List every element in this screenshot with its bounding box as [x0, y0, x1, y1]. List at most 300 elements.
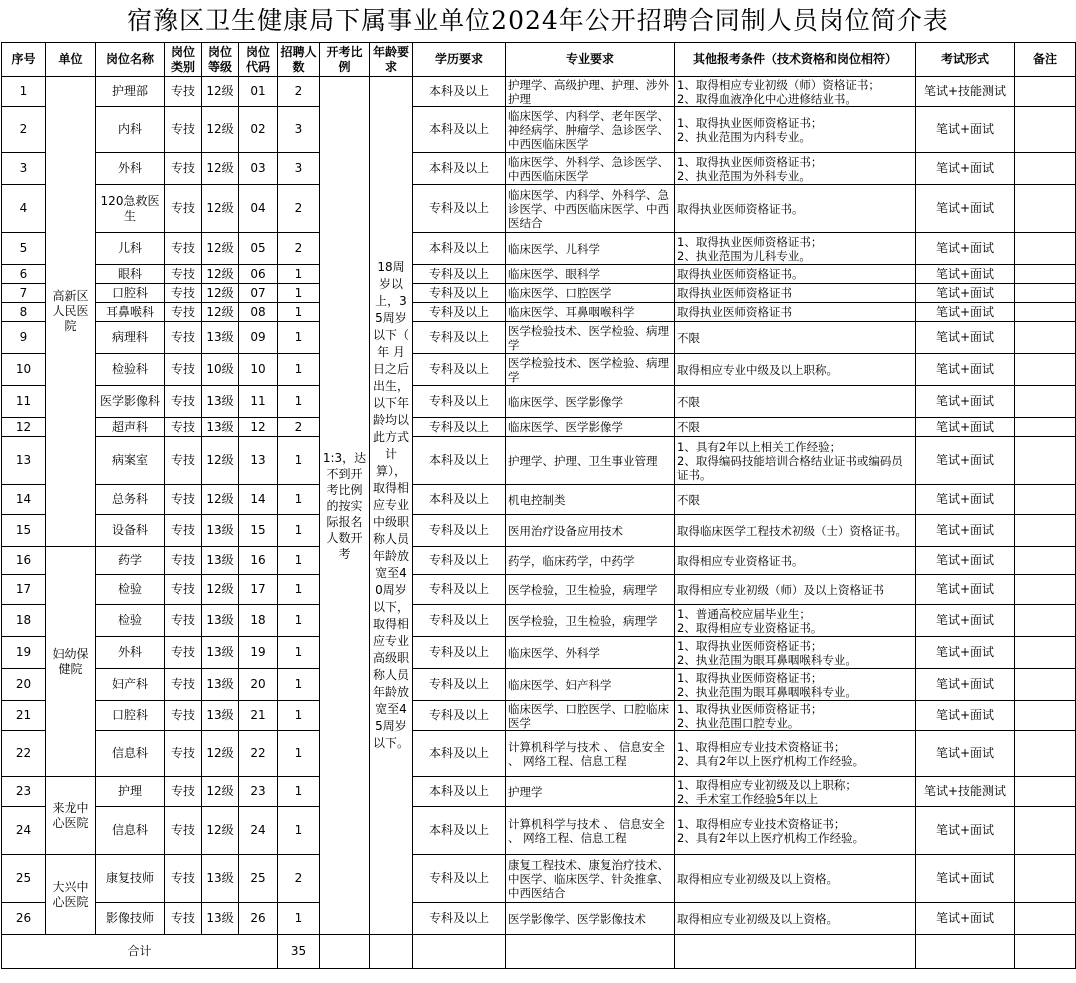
cell-age: 18周岁以上，35周岁以下（ 年 月 日之后出生，以下年龄均以此方式计算），取得相应专业中级职称人员年龄放宽至40周岁以下，取得相应专业高级职称人员年龄放宽至45周岁以下。 [370, 77, 413, 935]
cell-other: 取得相应专业初级及以上资格。 [675, 855, 916, 903]
table-row [2, 303, 1076, 322]
total-empty-cell [675, 935, 916, 969]
cell-post-type: 专技 [165, 485, 202, 515]
cell-post-code: 13 [239, 437, 278, 485]
cell-post-name: 妇产科 [96, 669, 165, 701]
cell-hire-count: 1 [278, 605, 320, 637]
cell-seq: 15 [2, 515, 46, 547]
cell-other: 取得临床医学工程技术初级（士）资格证书。 [675, 515, 916, 547]
cell-seq: 20 [2, 669, 46, 701]
cell-unit: 来龙中心医院 [46, 777, 96, 855]
cell-remark [1015, 515, 1076, 547]
cell-other: 1、取得相应专业初级（师）资格证书； 2、取得血液净化中心进修结业书。 [675, 77, 916, 107]
cell-post-level: 12级 [202, 575, 239, 605]
cell-remark [1015, 855, 1076, 903]
cell-remark [1015, 303, 1076, 322]
cell-seq: 9 [2, 322, 46, 354]
cell-post-name: 口腔科 [96, 284, 165, 303]
cell-post-level: 13级 [202, 637, 239, 669]
cell-post-name: 耳鼻喉科 [96, 303, 165, 322]
table-row [2, 669, 1076, 701]
cell-other: 取得执业医师资格证书 [675, 303, 916, 322]
cell-education: 本科及以上 [413, 437, 506, 485]
cell-post-code: 07 [239, 284, 278, 303]
cell-post-name: 护理部 [96, 77, 165, 107]
cell-major: 医学影像学、医学影像技术 [506, 903, 675, 935]
cell-remark [1015, 386, 1076, 418]
cell-other: 不限 [675, 322, 916, 354]
cell-exam: 笔试+面试 [916, 107, 1015, 153]
cell-major: 临床医学、儿科学 [506, 233, 675, 265]
cell-post-level: 12级 [202, 437, 239, 485]
cell-post-name: 信息科 [96, 731, 165, 777]
cell-education: 专科及以上 [413, 575, 506, 605]
header-row [2, 43, 1076, 77]
cell-hire-count: 1 [278, 354, 320, 386]
cell-other: 取得执业医师资格证书。 [675, 185, 916, 233]
cell-post-name: 设备科 [96, 515, 165, 547]
cell-education: 专科及以上 [413, 637, 506, 669]
total-count: 35 [278, 935, 320, 969]
cell-remark [1015, 637, 1076, 669]
cell-other: 1、具有2年以上相关工作经验； 2、取得编码技能培训合格结业证书或编码员证书。 [675, 437, 916, 485]
cell-exam: 笔试+面试 [916, 485, 1015, 515]
cell-post-type: 专技 [165, 265, 202, 284]
cell-hire-count: 2 [278, 77, 320, 107]
cell-post-level: 12级 [202, 807, 239, 855]
cell-other: 不限 [675, 418, 916, 437]
cell-post-code: 03 [239, 153, 278, 185]
cell-remark [1015, 284, 1076, 303]
cell-post-level: 12级 [202, 777, 239, 807]
cell-remark [1015, 265, 1076, 284]
cell-hire-count: 1 [278, 386, 320, 418]
cell-post-level: 12级 [202, 233, 239, 265]
cell-education: 本科及以上 [413, 777, 506, 807]
cell-seq: 18 [2, 605, 46, 637]
cell-remark [1015, 575, 1076, 605]
cell-post-code: 10 [239, 354, 278, 386]
cell-post-type: 专技 [165, 354, 202, 386]
cell-other: 取得相应专业中级及以上职称。 [675, 354, 916, 386]
cell-education: 专科及以上 [413, 605, 506, 637]
header-hire-count: 招聘人数 [278, 43, 320, 77]
cell-post-type: 专技 [165, 903, 202, 935]
cell-post-name: 检验科 [96, 354, 165, 386]
cell-major: 临床医学、耳鼻咽喉科学 [506, 303, 675, 322]
cell-post-code: 21 [239, 701, 278, 731]
cell-remark [1015, 485, 1076, 515]
cell-post-code: 02 [239, 107, 278, 153]
cell-seq: 19 [2, 637, 46, 669]
page-title: 宿豫区卫生健康局下属事业单位2024年公开招聘合同制人员岗位简介表 [127, 6, 949, 35]
cell-seq: 22 [2, 731, 46, 777]
cell-remark [1015, 731, 1076, 777]
cell-post-type: 专技 [165, 185, 202, 233]
cell-hire-count: 1 [278, 903, 320, 935]
total-row [2, 935, 1076, 969]
cell-other: 1、取得相应专业初级及以上职称； 2、手术室工作经验5年以上 [675, 777, 916, 807]
cell-post-type: 专技 [165, 437, 202, 485]
cell-seq: 8 [2, 303, 46, 322]
cell-other: 1、普通高校应届毕业生； 2、取得相应专业资格证书。 [675, 605, 916, 637]
cell-hire-count: 2 [278, 233, 320, 265]
cell-major: 医学检验，卫生检验，病理学 [506, 605, 675, 637]
cell-post-code: 09 [239, 322, 278, 354]
cell-post-code: 15 [239, 515, 278, 547]
cell-post-level: 13级 [202, 903, 239, 935]
cell-post-code: 14 [239, 485, 278, 515]
cell-exam: 笔试+面试 [916, 575, 1015, 605]
total-empty-cell [1015, 935, 1076, 969]
cell-remark [1015, 77, 1076, 107]
cell-post-type: 专技 [165, 731, 202, 777]
header-other: 其他报考条件（技术资格和岗位相符） [675, 43, 916, 77]
cell-hire-count: 1 [278, 485, 320, 515]
cell-remark [1015, 437, 1076, 485]
cell-post-type: 专技 [165, 233, 202, 265]
cell-post-level: 12级 [202, 303, 239, 322]
cell-education: 专科及以上 [413, 547, 506, 575]
cell-exam: 笔试+面试 [916, 233, 1015, 265]
cell-post-name: 检验 [96, 605, 165, 637]
cell-exam: 笔试+面试 [916, 303, 1015, 322]
cell-major: 临床医学、妇产科学 [506, 669, 675, 701]
cell-other: 取得执业医师资格证书。 [675, 265, 916, 284]
cell-exam: 笔试+面试 [916, 185, 1015, 233]
cell-post-code: 06 [239, 265, 278, 284]
cell-remark [1015, 185, 1076, 233]
cell-other: 1、取得执业医师资格证书； 2、执业范围为眼耳鼻咽喉科专业。 [675, 669, 916, 701]
cell-education: 专科及以上 [413, 515, 506, 547]
cell-post-name: 眼科 [96, 265, 165, 284]
cell-education: 本科及以上 [413, 153, 506, 185]
cell-post-name: 信息科 [96, 807, 165, 855]
cell-other: 取得相应专业初级及以上资格。 [675, 903, 916, 935]
cell-major: 临床医学、口腔医学、口腔临床医学 [506, 701, 675, 731]
header-unit: 单位 [46, 43, 96, 77]
cell-education: 本科及以上 [413, 233, 506, 265]
cell-seq: 23 [2, 777, 46, 807]
cell-exam: 笔试+技能测试 [916, 77, 1015, 107]
cell-post-level: 13级 [202, 547, 239, 575]
header-seq: 序号 [2, 43, 46, 77]
cell-major: 医学检验，卫生检验，病理学 [506, 575, 675, 605]
cell-education: 本科及以上 [413, 107, 506, 153]
cell-major: 护理学、高级护理、护理、涉外护理 [506, 77, 675, 107]
cell-post-code: 08 [239, 303, 278, 322]
cell-post-code: 05 [239, 233, 278, 265]
cell-post-type: 专技 [165, 515, 202, 547]
table-row [2, 284, 1076, 303]
cell-exam: 笔试+面试 [916, 354, 1015, 386]
table-row [2, 855, 1076, 903]
cell-post-type: 专技 [165, 637, 202, 669]
cell-post-code: 22 [239, 731, 278, 777]
cell-education: 专科及以上 [413, 669, 506, 701]
cell-post-type: 专技 [165, 605, 202, 637]
cell-other: 1、取得执业医师资格证书； 2、执业范围为外科专业。 [675, 153, 916, 185]
cell-post-name: 护理 [96, 777, 165, 807]
header-ratio: 开考比例 [320, 43, 370, 77]
cell-exam: 笔试+面试 [916, 515, 1015, 547]
cell-seq: 3 [2, 153, 46, 185]
table-row [2, 485, 1076, 515]
cell-other: 1、取得相应专业技术资格证书； 2、具有2年以上医疗机构工作经验。 [675, 807, 916, 855]
cell-major: 机电控制类 [506, 485, 675, 515]
cell-exam: 笔试+面试 [916, 547, 1015, 575]
cell-post-code: 12 [239, 418, 278, 437]
cell-post-level: 12级 [202, 265, 239, 284]
cell-post-level: 13级 [202, 515, 239, 547]
cell-seq: 11 [2, 386, 46, 418]
table-row [2, 354, 1076, 386]
cell-major: 临床医学、眼科学 [506, 265, 675, 284]
cell-hire-count: 3 [278, 153, 320, 185]
cell-hire-count: 1 [278, 547, 320, 575]
cell-major: 计算机科学与技术 、 信息安全 、 网络工程、信息工程 [506, 807, 675, 855]
cell-major: 临床医学、口腔医学 [506, 284, 675, 303]
cell-major: 护理学 [506, 777, 675, 807]
table-row [2, 77, 1076, 107]
cell-other: 不限 [675, 485, 916, 515]
cell-post-type: 专技 [165, 153, 202, 185]
cell-post-name: 医学影像科 [96, 386, 165, 418]
cell-seq: 24 [2, 807, 46, 855]
cell-major: 临床医学、医学影像学 [506, 386, 675, 418]
cell-hire-count: 2 [278, 418, 320, 437]
cell-remark [1015, 777, 1076, 807]
cell-exam: 笔试+面试 [916, 807, 1015, 855]
cell-post-level: 12级 [202, 731, 239, 777]
cell-major: 药学，临床药学，中药学 [506, 547, 675, 575]
cell-exam: 笔试+面试 [916, 322, 1015, 354]
cell-post-code: 23 [239, 777, 278, 807]
cell-post-level: 13级 [202, 701, 239, 731]
cell-other: 取得执业医师资格证书 [675, 284, 916, 303]
table-row [2, 107, 1076, 153]
cell-hire-count: 1 [278, 322, 320, 354]
table-row [2, 547, 1076, 575]
cell-post-name: 检验 [96, 575, 165, 605]
cell-unit: 大兴中心医院 [46, 855, 96, 935]
cell-post-type: 专技 [165, 807, 202, 855]
cell-seq: 21 [2, 701, 46, 731]
cell-post-code: 18 [239, 605, 278, 637]
cell-other: 不限 [675, 386, 916, 418]
table-row [2, 265, 1076, 284]
cell-post-level: 12级 [202, 107, 239, 153]
cell-remark [1015, 701, 1076, 731]
cell-remark [1015, 807, 1076, 855]
cell-exam: 笔试+面试 [916, 153, 1015, 185]
cell-exam: 笔试+面试 [916, 637, 1015, 669]
cell-post-level: 13级 [202, 322, 239, 354]
cell-exam: 笔试+面试 [916, 903, 1015, 935]
cell-exam: 笔试+面试 [916, 265, 1015, 284]
cell-seq: 13 [2, 437, 46, 485]
cell-major: 医用治疗设备应用技术 [506, 515, 675, 547]
cell-education: 专科及以上 [413, 265, 506, 284]
cell-post-level: 12级 [202, 185, 239, 233]
cell-exam: 笔试+面试 [916, 855, 1015, 903]
cell-post-name: 总务科 [96, 485, 165, 515]
cell-post-level: 12级 [202, 284, 239, 303]
cell-education: 专科及以上 [413, 284, 506, 303]
cell-post-name: 影像技师 [96, 903, 165, 935]
cell-education: 专科及以上 [413, 322, 506, 354]
cell-hire-count: 1 [278, 515, 320, 547]
cell-post-type: 专技 [165, 575, 202, 605]
cell-post-name: 病理科 [96, 322, 165, 354]
cell-hire-count: 1 [278, 701, 320, 731]
cell-post-level: 13级 [202, 418, 239, 437]
cell-major: 护理学、护理、卫生事业管理 [506, 437, 675, 485]
cell-post-level: 13级 [202, 669, 239, 701]
cell-post-code: 20 [239, 669, 278, 701]
cell-hire-count: 1 [278, 669, 320, 701]
cell-seq: 10 [2, 354, 46, 386]
cell-post-code: 16 [239, 547, 278, 575]
table-row [2, 731, 1076, 777]
cell-remark [1015, 903, 1076, 935]
cell-other: 1、取得执业医师资格证书； 2、执业范围为内科专业。 [675, 107, 916, 153]
cell-remark [1015, 418, 1076, 437]
table-row [2, 386, 1076, 418]
cell-post-type: 专技 [165, 322, 202, 354]
cell-ratio: 1:3，达不到开考比例的按实际报名人数开考 [320, 77, 370, 935]
table-row [2, 322, 1076, 354]
cell-hire-count: 1 [278, 575, 320, 605]
header-post-name: 岗位名称 [96, 43, 165, 77]
cell-seq: 26 [2, 903, 46, 935]
table-row [2, 185, 1076, 233]
cell-exam: 笔试+面试 [916, 386, 1015, 418]
cell-remark [1015, 669, 1076, 701]
cell-seq: 14 [2, 485, 46, 515]
cell-hire-count: 1 [278, 284, 320, 303]
header-remark: 备注 [1015, 43, 1076, 77]
table-row [2, 701, 1076, 731]
cell-other: 1、取得执业医师资格证书； 2、执业范围口腔专业。 [675, 701, 916, 731]
table-row [2, 418, 1076, 437]
cell-remark [1015, 107, 1076, 153]
cell-major: 计算机科学与技术 、 信息安全 、 网络工程、信息工程 [506, 731, 675, 777]
cell-remark [1015, 322, 1076, 354]
cell-education: 专科及以上 [413, 185, 506, 233]
cell-exam: 笔试+面试 [916, 437, 1015, 485]
cell-education: 专科及以上 [413, 386, 506, 418]
cell-post-name: 超声科 [96, 418, 165, 437]
cell-unit: 高新区人民医院 [46, 77, 96, 547]
cell-post-type: 专技 [165, 107, 202, 153]
cell-remark [1015, 233, 1076, 265]
table-row [2, 605, 1076, 637]
cell-exam: 笔试+面试 [916, 284, 1015, 303]
cell-post-code: 26 [239, 903, 278, 935]
cell-post-name: 外科 [96, 153, 165, 185]
cell-major: 临床医学、内科学、老年医学、神经病学、肿瘤学、急诊医学、中西医临床医学 [506, 107, 675, 153]
cell-post-type: 专技 [165, 77, 202, 107]
cell-post-name: 口腔科 [96, 701, 165, 731]
cell-education: 专科及以上 [413, 903, 506, 935]
cell-major: 临床医学、外科学、急诊医学、中西医临床医学 [506, 153, 675, 185]
cell-hire-count: 1 [278, 637, 320, 669]
cell-hire-count: 2 [278, 855, 320, 903]
cell-seq: 6 [2, 265, 46, 284]
header-age: 年龄要求 [370, 43, 413, 77]
cell-exam: 笔试+面试 [916, 669, 1015, 701]
cell-post-type: 专技 [165, 777, 202, 807]
cell-seq: 5 [2, 233, 46, 265]
cell-post-level: 12级 [202, 77, 239, 107]
total-empty-cell [370, 935, 413, 969]
total-empty-cell [916, 935, 1015, 969]
table-row [2, 515, 1076, 547]
cell-other: 取得相应专业初级（师）及以上资格证书 [675, 575, 916, 605]
cell-unit: 妇幼保健院 [46, 547, 96, 777]
cell-hire-count: 1 [278, 437, 320, 485]
cell-hire-count: 1 [278, 777, 320, 807]
cell-other: 取得相应专业资格证书。 [675, 547, 916, 575]
cell-post-name: 康复技师 [96, 855, 165, 903]
cell-seq: 17 [2, 575, 46, 605]
cell-major: 临床医学、医学影像学 [506, 418, 675, 437]
cell-post-level: 13级 [202, 605, 239, 637]
cell-education: 专科及以上 [413, 855, 506, 903]
cell-other: 1、取得执业医师资格证书； 2、执业范围为眼耳鼻咽喉科专业。 [675, 637, 916, 669]
cell-education: 本科及以上 [413, 807, 506, 855]
table-row [2, 575, 1076, 605]
cell-seq: 2 [2, 107, 46, 153]
cell-post-name: 儿科 [96, 233, 165, 265]
cell-seq: 25 [2, 855, 46, 903]
cell-major: 医学检验技术、医学检验、病理学 [506, 354, 675, 386]
cell-post-type: 专技 [165, 386, 202, 418]
header-post-code: 岗位代码 [239, 43, 278, 77]
cell-post-type: 专技 [165, 547, 202, 575]
cell-post-type: 专技 [165, 669, 202, 701]
cell-post-code: 01 [239, 77, 278, 107]
total-empty-cell [506, 935, 675, 969]
total-empty-cell [320, 935, 370, 969]
total-label: 合计 [2, 935, 278, 969]
cell-post-name: 内科 [96, 107, 165, 153]
cell-hire-count: 1 [278, 807, 320, 855]
cell-other: 1、取得执业医师资格证书； 2、执业范围为儿科专业。 [675, 233, 916, 265]
table-row [2, 903, 1076, 935]
cell-post-name: 药学 [96, 547, 165, 575]
table-row [2, 637, 1076, 669]
cell-remark [1015, 153, 1076, 185]
table-row [2, 807, 1076, 855]
cell-hire-count: 1 [278, 303, 320, 322]
cell-post-code: 19 [239, 637, 278, 669]
recruitment-table [1, 42, 1076, 969]
cell-seq: 4 [2, 185, 46, 233]
cell-major: 医学检验技术、医学检验、病理学 [506, 322, 675, 354]
header-post-level: 岗位等级 [202, 43, 239, 77]
header-post-type: 岗位类别 [165, 43, 202, 77]
cell-post-type: 专技 [165, 284, 202, 303]
cell-post-level: 10级 [202, 354, 239, 386]
cell-post-level: 13级 [202, 386, 239, 418]
cell-post-level: 13级 [202, 855, 239, 903]
cell-education: 本科及以上 [413, 731, 506, 777]
cell-remark [1015, 354, 1076, 386]
cell-hire-count: 3 [278, 107, 320, 153]
cell-hire-count: 2 [278, 185, 320, 233]
